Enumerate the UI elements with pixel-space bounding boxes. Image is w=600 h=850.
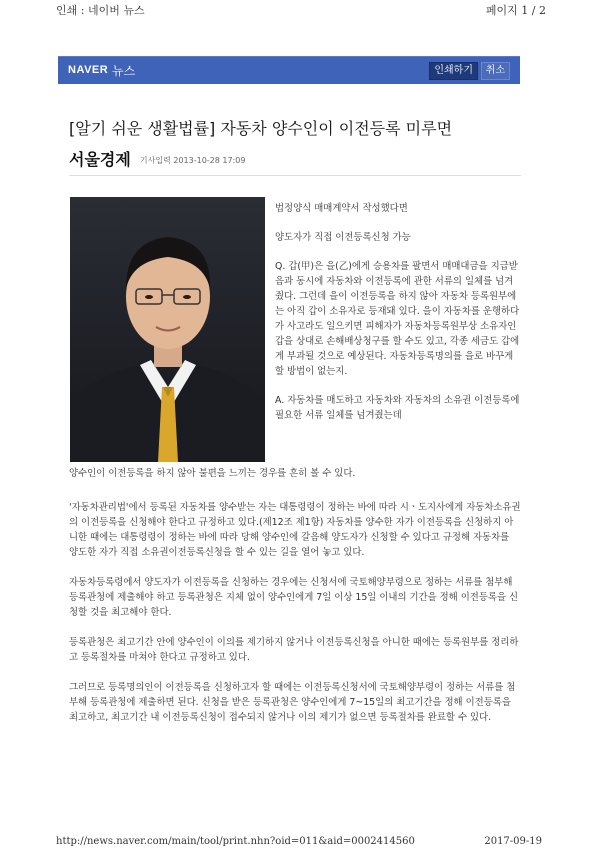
portrait-photo [70, 197, 265, 462]
answer-paragraph-start: A. 자동차를 매도하고 자동차와 자동차의 소유권 이전등록에 필요한 서류 일체를 넘겨줬는데 [275, 395, 520, 421]
print-footer-date: 2017-09-19 [484, 836, 542, 847]
naver-logo: NAVER [68, 64, 109, 76]
cancel-button[interactable]: 취소 [481, 62, 510, 80]
subheading-1: 법정양식 매매계약서 작성했다면 [275, 203, 408, 214]
article-date: 기사입력 2013-10-28 17:09 [139, 156, 246, 165]
body-paragraph-4: 그러므로 등록명의인이 이전등록을 신청하고자 할 때에는 이전등록신청서에 국토해양부령이 정하는 서류를 첨부해 등록관청에 제출하면 된다. 신청을 받은 등록관청은 양수인에게 7~15일의 최고기간을 정해 이전등록을 최고하고, 최고기간 내 이전등록신청이 접수되지 않거나 이의 제기가 없으면 등록절차를 완료할 수 있다. [69, 682, 516, 723]
print-header [0, 0, 600, 20]
print-button[interactable]: 인쇄하기 [429, 62, 478, 80]
article-source-row [69, 147, 245, 167]
divider [69, 175, 521, 176]
body-paragraph-3: 등록관청은 최고기간 안에 양수인이 이의를 제기하지 않거나 이전등록신청을 아니한 때에는 등록원부를 정리하고 등록절차를 마쳐야 한다고 규정하고 있다. [69, 637, 519, 663]
answer-paragraph-cont: 양수인이 이전등록을 하지 않아 불편을 느끼는 경우를 흔히 볼 수 있다. [69, 468, 356, 479]
article-body [69, 500, 521, 725]
question-paragraph: Q. 갑(甲)은 을(乙)에게 승용차를 팔면서 매매대금을 지급받음과 동시에 자동차와 이전등록에 관한 서류의 일체를 넘겨줬다. 그런데 을이 이전등록을 하지 않아 자동차 등록원부에는 아직 갑이 소유자로 등재돼 있다. 을이 자동차를 운행하다가 사고라도 일으키면 피해자가 자동차등록원부상 소유자인 갑을 상대로 손해배상청구를 할 수도 있고, 각종 세금도 갑에게 부과될 것으로 예상된다. 자동차등록명의를 을로 바꾸게 할 방법이 없는지. [275, 261, 520, 377]
print-footer-url: http://news.naver.com/main/tool/print.nhn?oid=011&aid=0002414560 [56, 836, 415, 847]
portrait-illustration [70, 197, 265, 462]
body-paragraph-1: '자동차관리법'에서 등록된 자동차를 양수받는 자는 대통령령이 정하는 바에 따라 시ㆍ도지사에게 자동차소유권의 이전등록을 신청해야 한다고 규정하고 있다.(제12조 제1항) 자동차를 양수한 자가 이전등록을 신청하지 아니한 때에는 대통령령이 정하는 바에 따라 당해 양수인에 갈음해 양도자가 신청할 수 있다고 규정해 자동차를 양도한 자가 직접 소유권이전등록신청을 할 수 있는 길을 열어 놓고 있다. [69, 502, 521, 558]
naver-toolbar [58, 56, 520, 84]
print-header-title: 인쇄 : 네이버 뉴스 [56, 4, 145, 17]
print-footer [0, 836, 600, 850]
source-name: 서울경제 [69, 150, 131, 169]
subheading-2: 양도자가 직접 이전등록신청 가능 [275, 232, 411, 243]
print-header-page: 페이지 1 / 2 [485, 4, 546, 17]
article-right-column [275, 201, 521, 423]
answer-continuation [69, 466, 521, 481]
body-paragraph-2: 자동차등록령에서 양도자가 이전등록을 신청하는 경우에는 신청서에 국토해양부령으로 정하는 서류를 첨부해 등록관청에 제출해야 하고 등록관청은 지체 없이 양수인에게 7일 이상 15일 이내의 기간을 정해 이전등록을 신청할 것을 최고해야 한다. [69, 577, 519, 618]
article-headline: [알기 쉬운 생활법률] 자동차 양수인이 이전등록 미루면 [69, 119, 453, 138]
news-section-label: 뉴스 [112, 64, 136, 78]
